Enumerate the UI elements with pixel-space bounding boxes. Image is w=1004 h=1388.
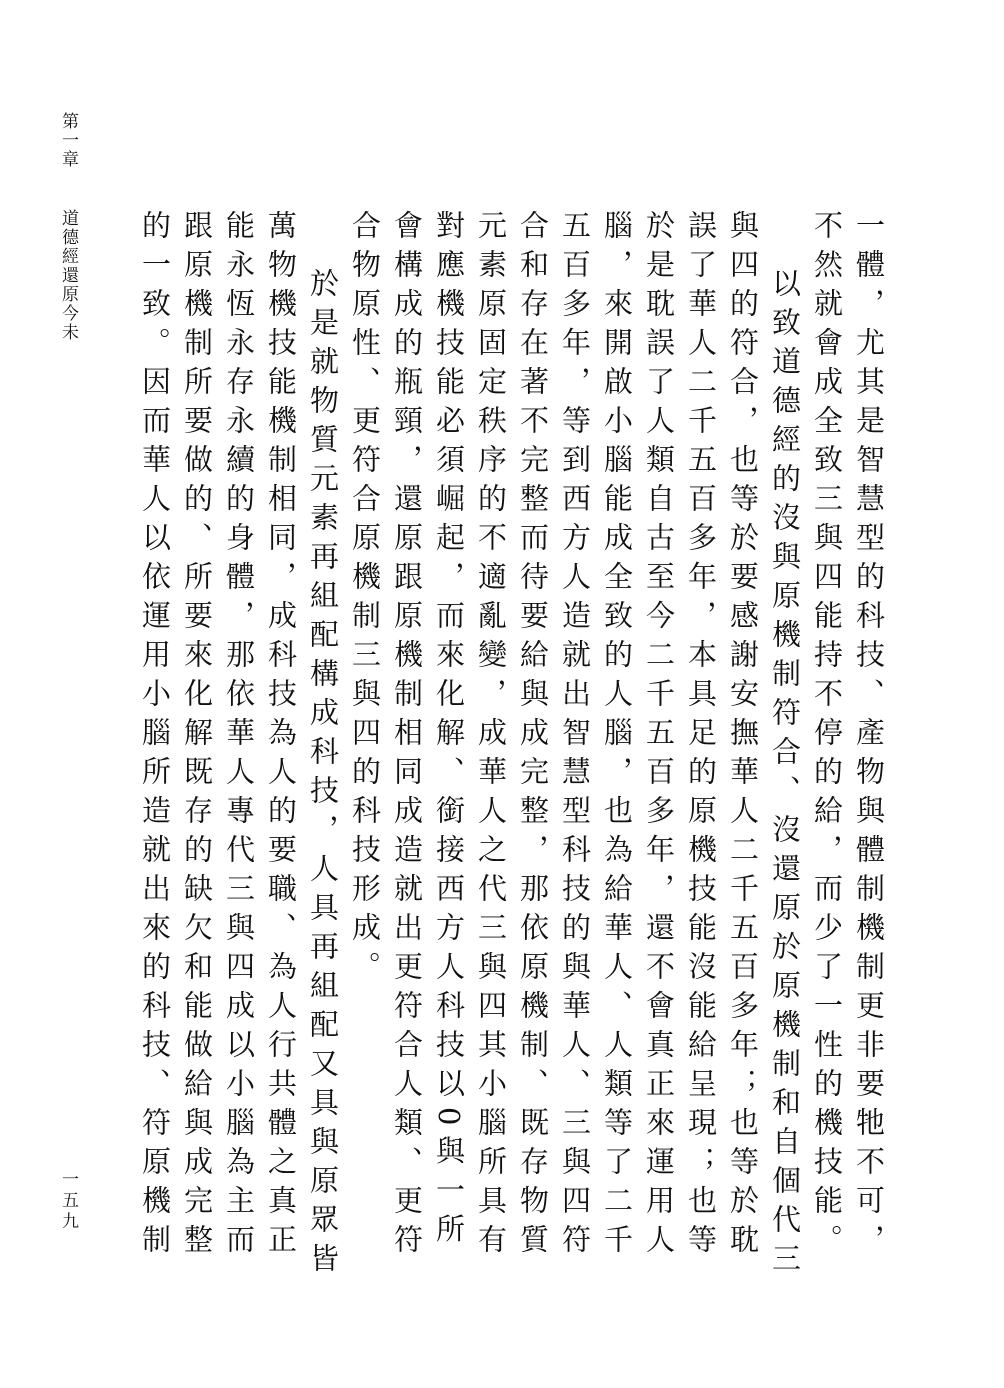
body-text xyxy=(130,210,890,1290)
book-title: 道德經還原今未 xyxy=(58,209,78,342)
paragraph-3: 於是就物質元素再組配構成科技，人具再組配又具與原眾皆萬物機技能機制相同，成科技為人的要職、為人行共體之真正能永恆永存永續的身體，那依華人專代三與四成以小腦為主而跟原機制所要做的、所要來化解既存的缺欠和能做給與成完整的一致。因而華人以依運用小腦所造就出來的科技、符原機制 xyxy=(138,210,340,1282)
paragraph-2: 以致道德經的沒與原機制符合、沒還原於原機制和自個代三與四的符合，也等於要感謝安撫華人二千五百多年；也等於耽誤了華人二千五百多年，本具足的原機技能沒能給呈現；也等於是耽誤了人類自古至今二千五百多年，還不會真正來運用人腦，來開啟小腦能成全致的人腦，也為給華人、人類等了二千五百多年，等到西方人造就出智慧型科技的與華人、三與四符合和存在著不完整而待要給與成完整，那依原機制、既存物質元素原固定秩序的不適亂變，成華人之代三與四其小腦所具有對應機技能必須崛起，而來化解、銜接西方人科技以0與一所會構成的瓶頸，還原跟原機制相同成造就出更符合人類、更符合物原性、更符合原機制三與四的科技形成。 xyxy=(348,210,802,1282)
page-number: 一五九 xyxy=(58,1170,78,1233)
paragraph-1: 一體，尤其是智慧型的科技、產物與體制機制更非要牠不可，不然就會成全致三與四能持不停的給，而少了一性的機技能。 xyxy=(810,210,886,1263)
chapter-label: 第一章 xyxy=(58,112,78,169)
running-head xyxy=(58,112,78,342)
